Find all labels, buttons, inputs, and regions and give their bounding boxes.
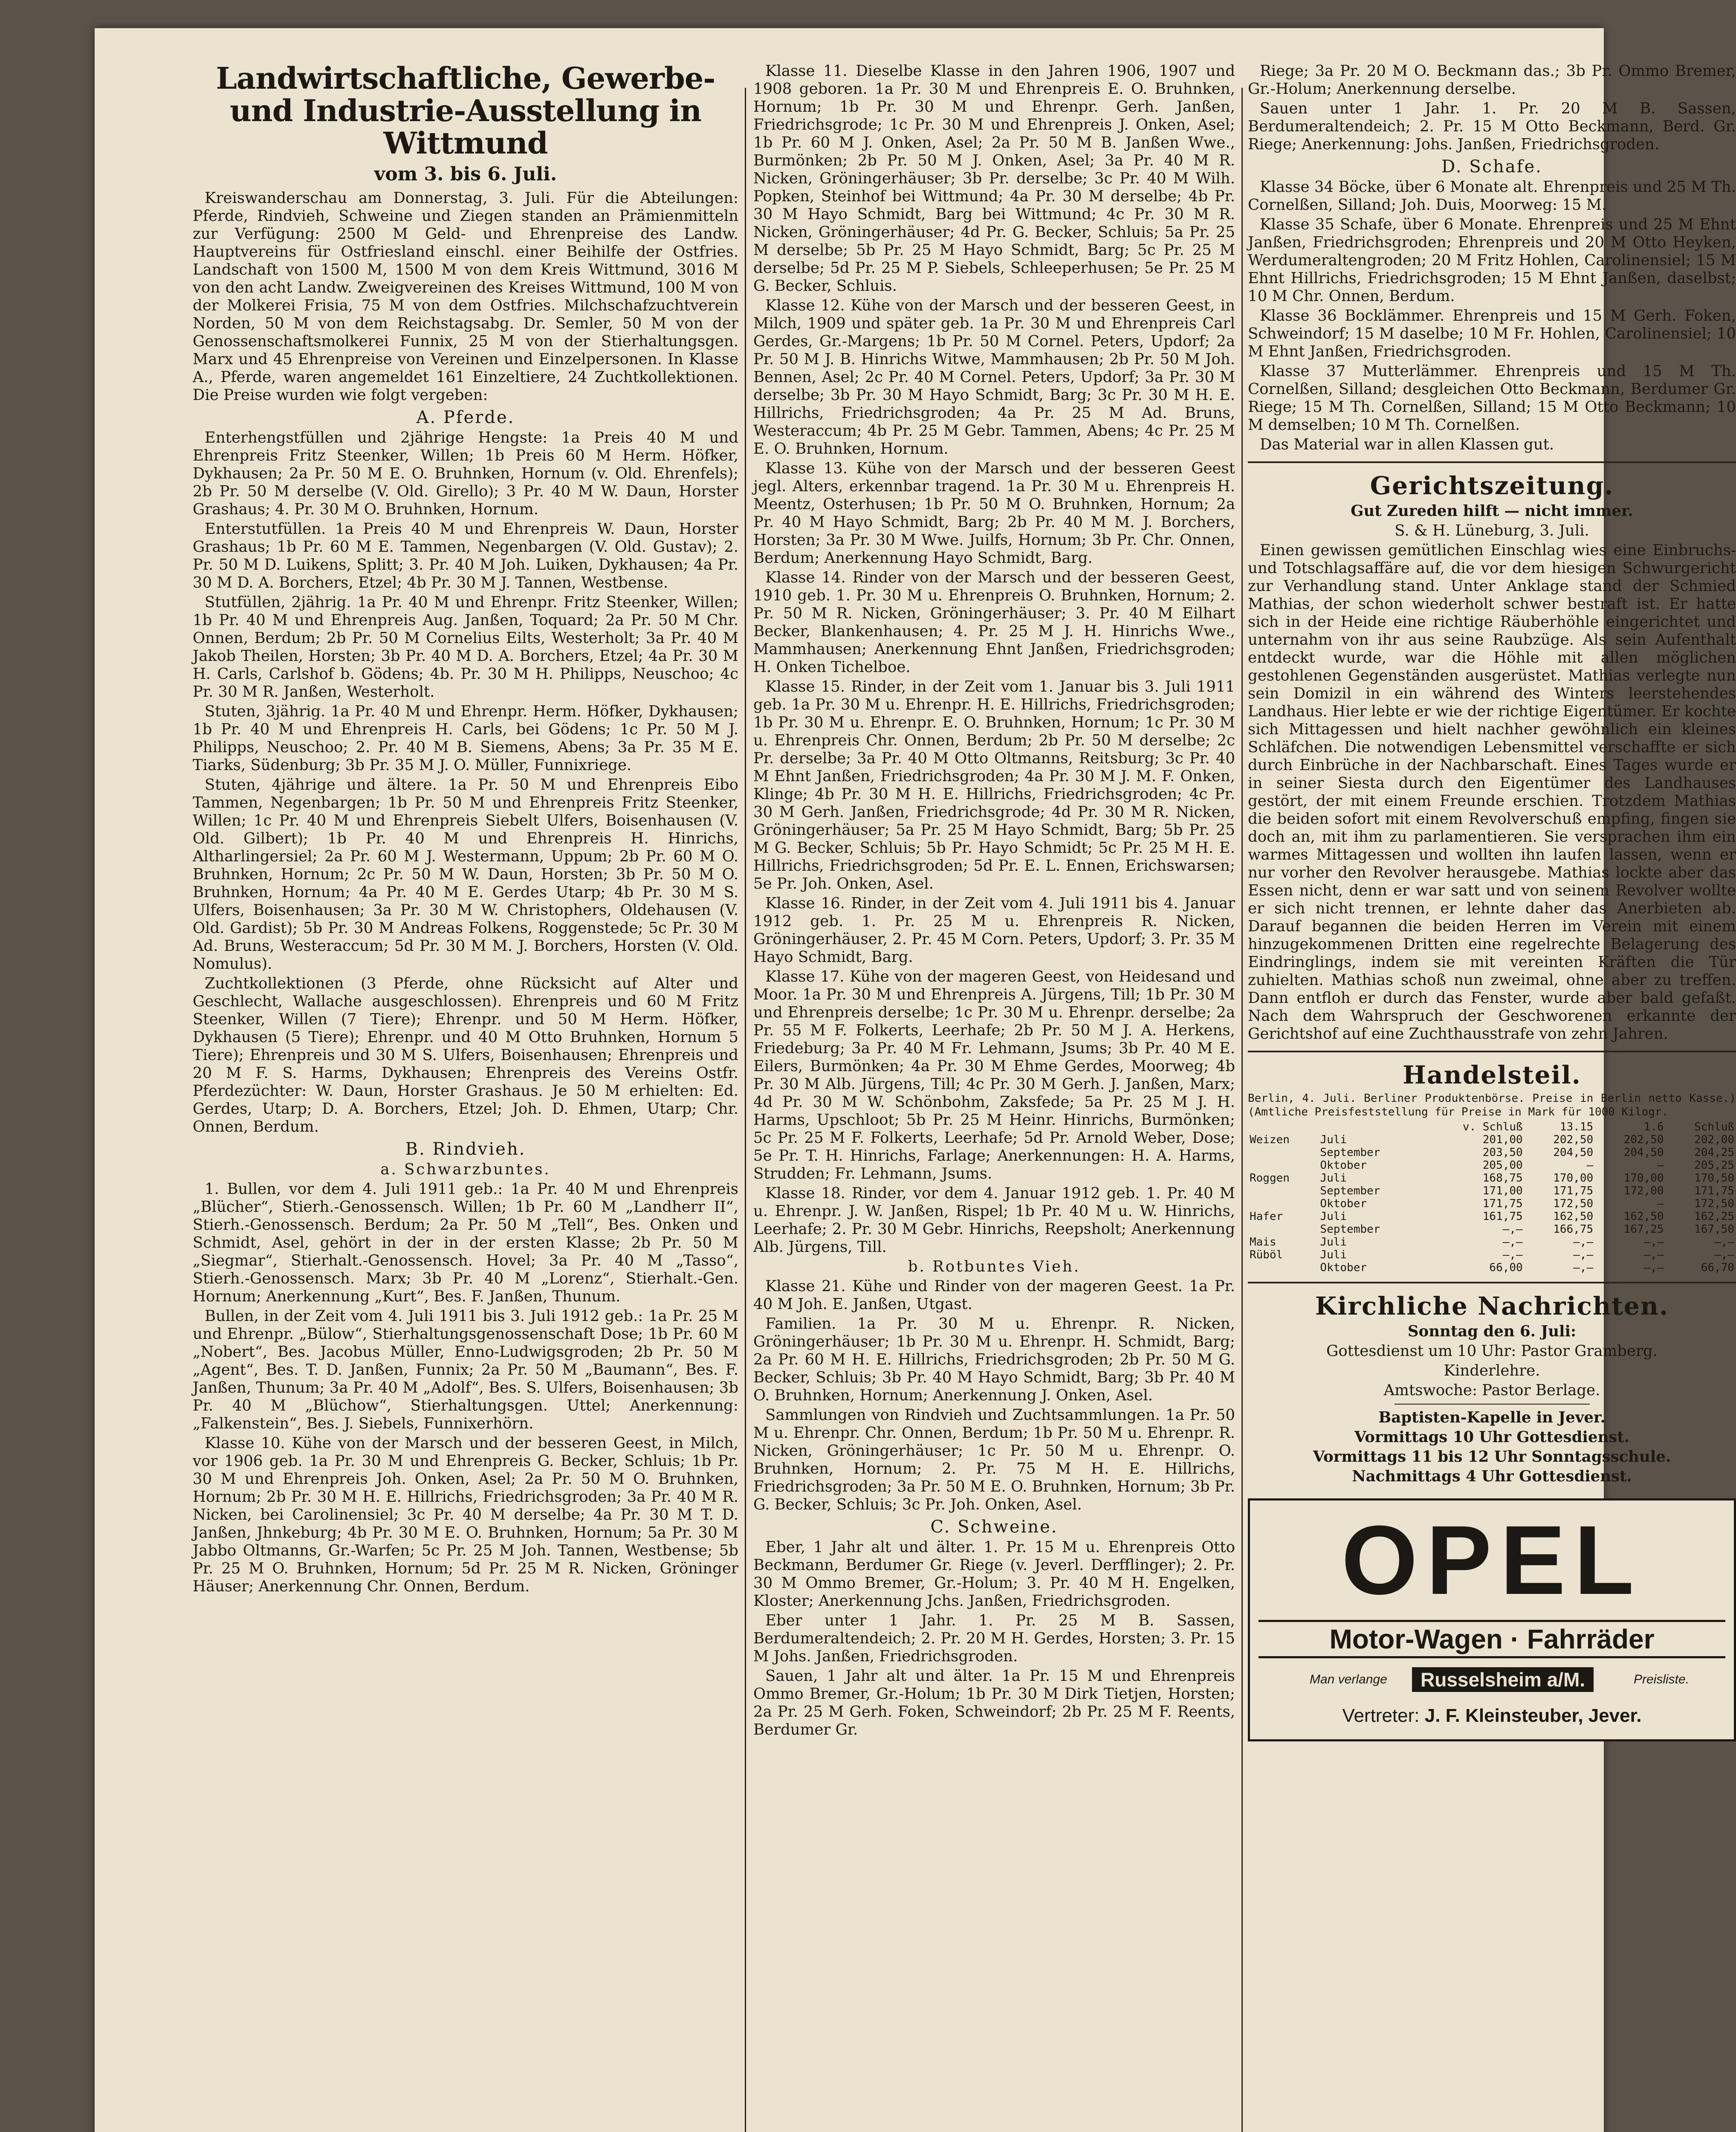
table-header-cell: 1.6	[1643, 1121, 1664, 1133]
delivery-month-cell: Oktober	[1320, 1159, 1367, 1172]
article-paragraph: Klasse 21. Kühe und Rinder von der mageren Geest. 1a Pr. 40 M Joh. E. Janßen, Utgast.	[753, 1277, 1235, 1313]
price-cell: 161,75	[1482, 1210, 1523, 1223]
article-paragraph: Riege; 3a Pr. 20 M O. Beckmann das.; 3b Pr. Ommo Bremer, Gr.-Holum; Anerkennung derselbe.	[1248, 62, 1736, 98]
table-row	[1248, 1223, 1736, 1236]
church-line: Gottesdienst um 10 Uhr: Pastor Gramberg.	[1326, 1342, 1658, 1360]
ad-request: Man verlange	[1310, 1672, 1387, 1686]
delivery-month-cell: September	[1320, 1146, 1380, 1159]
newspaper-page	[95, 28, 1736, 2132]
price-cell: 204,50	[1623, 1146, 1664, 1159]
article-paragraph: Klasse 35 Schafe, über 6 Monate. Ehrenpreis und 25 M Ehnt Janßen, Friedrichsgroden; Ehrenpreis und 20 M Otto Heyken, Werdumeraltengroden; 20 M Fritz Hohlen, Carolinensiel; 15 M Ehnt Hillrichs, Friedrichsgroden; 15 M Ehnt Janßen, daselbst; 10 M Chr. Onnen, Berdum.	[1248, 216, 1736, 305]
price-cell: 205,00	[1482, 1159, 1523, 1172]
article-paragraph: Eber, 1 Jahr alt und älter. 1. Pr. 15 M u. Ehrenpreis Otto Beckmann, Berdumer Gr. Riege (v. Jeverl. Derfflinger); 2. Pr. 30 M Ommo Bremer, Gr.-Holum; 3. Pr. 40 M H. Engelken, Kloster; Anerkennung Jchs. Janßen, Friedrichsgroden.	[753, 1538, 1235, 1610]
price-cell: 172,50	[1694, 1197, 1734, 1210]
exhibition-dates: vom 3. bis 6. Juli.	[374, 163, 557, 185]
column-1	[193, 62, 738, 2132]
price-cell: 66,00	[1489, 1261, 1523, 1274]
article-paragraph: Stuten, 4jährige und ältere. 1a Pr. 50 M und Ehrenpreis Eibo Tammen, Negenbargen; 1b Pr. 50 M und Ehrenpreis Fritz Steenker, Willen; 1c Pr. 40 M und Ehrenpreis Siebelt Ulfers, Boisenhausen (V. Old. Gilbert); 1b Pr. 40 M und Ehrenpreis H. Hinrichs, Altharlingersiel; 2a Pr. 60 M J. Westermann, Uppum; 2b Pr. 60 M O. Bruhnken, Hornum; 2c Pr. 50 M W. Daun, Horsten; 3b Pr. 50 M O. Bruhnken, Hornum; 4a Pr. 40 M E. Gerdes Utarp; 4b Pr. 30 M S. Ulfers, Boisenhausen; 3a Pr. 30 M W. Christophers, Oldehausen (V. Old. Gardist); 5b Pr. 30 M Andreas Folkens, Roggenstede; 5c Pr. 30 M Ad. Bruns, Westeraccum; 5d Pr. 30 M M. J. Borchers, Horsten (V. Old. Nomulus).	[193, 776, 738, 973]
ad-representative	[1259, 1701, 1725, 1731]
delivery-month-cell: Oktober	[1320, 1261, 1367, 1274]
commodity-cell: Roggen	[1250, 1172, 1290, 1185]
price-cell: —,—	[1573, 1261, 1594, 1274]
section-heading: C. Schweine.	[930, 1517, 1058, 1537]
church-line: Vormittags 10 Uhr Gottesdienst.	[1354, 1428, 1630, 1446]
market-intro-right: (Amtliche Preisfeststellung für Preise in Mark für 1000 Kilogr.	[1248, 1106, 1669, 1118]
ad-rep-name: J. F. Kleinsteuber, Jever.	[1424, 1705, 1642, 1726]
price-cell: 171,75	[1694, 1185, 1734, 1197]
delivery-month-cell: Oktober	[1320, 1197, 1367, 1210]
column-3	[1248, 62, 1736, 2132]
table-header-cell: 13.15	[1560, 1121, 1594, 1133]
ad-price-list: Preisliste.	[1634, 1672, 1690, 1686]
article-paragraph: Eber unter 1 Jahr. 1. Pr. 25 M B. Sassen, Berdumeraltendeich; 2. Pr. 20 M H. Gerdes, Horsten; 3. Pr. 15 M Johs. Janßen, Friedrichsgroden.	[753, 1612, 1235, 1665]
table-row	[1248, 1146, 1736, 1159]
price-cell: —	[1657, 1159, 1664, 1172]
price-cell: 171,00	[1482, 1185, 1523, 1197]
article-paragraph: Zuchtkollektionen (3 Pferde, ohne Rücksicht auf Alter und Geschlecht, Wallache ausgeschlossen). Ehrenpreis und 60 M Fritz Steenker, Willen (7 Tiere); Ehrenpr. und 50 M Herm. Höfker, Dykhausen (5 Tiere); Ehrenpr. und 40 M Otto Bruhnken, Hornum 5 Tiere); Ehrenpreis und 30 M S. Ulfers, Boisenhausen; Ehrenpreis und 20 M F. S. Harms, Dykhausen; Ehrenpreis des Vereins Ostfr. Pferdezüchter: W. Daun, Horster Grashaus. Je 50 M erhielten: Ed. Gerdes, Utarp; D. A. Borchers, Etzel; Joh. D. Ehmen, Utarp; Chr. Onnen, Berdum.	[193, 975, 738, 1136]
ad-request-row	[1259, 1665, 1725, 1695]
price-cell: —,—	[1714, 1236, 1734, 1248]
church-line: Nachmittags 4 Uhr Gottesdienst.	[1352, 1468, 1632, 1485]
price-cell: —,—	[1573, 1248, 1594, 1261]
church-line: Amtswoche: Pastor Berlage.	[1383, 1382, 1600, 1399]
section-heading: B. Rindvieh.	[405, 1139, 526, 1159]
article-paragraph: Klasse 11. Dieselbe Klasse in den Jahren 1906, 1907 und 1908 geboren. 1a Pr. 30 M und Ehrenpreis E. O. Bruhnken, Hornum; 1b Pr. 30 M und Ehrenpr. Gerh. Janßen, Friedrichsgrode; 1c Pr. 30 M und Ehrenpreis J. Onken, Asel; 1b Pr. 60 M J. Onken, Asel; 2a Pr. 50 M B. Janßen Wwe., Burmönken; 2b Pr. 50 M J. Onken, Asel; 3a Pr. 40 M R. Nicken, Gröningerhäuser; 3b Pr. derselbe; 3c Pr. 40 M Wilh. Popken, Steinhof bei Wittmund; 4a Pr. 30 M derselbe; 4b Pr. 30 M Hayo Schmidt, Barg bei Wittmund; 4c Pr. 30 M R. Nicken, Gröningerhäuser; 4d Pr. G. Becker, Schluis; 5a Pr. 25 M derselbe; 5b Pr. 25 M Hayo Schmidt, Barg; 5c Pr. 25 M derselbe; 5d Pr. 25 M P. Siebels, Schleeperhusen; 5e Pr. 25 M G. Becker, Schluis.	[753, 62, 1235, 295]
price-cell: —	[1657, 1197, 1664, 1210]
column-rule	[745, 88, 746, 2132]
article-paragraph: Klasse 36 Bocklämmer. Ehrenpreis und 15 M Gerh. Foken, Schweindorf; 15 M daselbe; 10 M Fr. Hohlen, Carolinensiel; 10 M Ehnt Janßen, Friedrichsgroden.	[1248, 307, 1736, 360]
article-paragraph: Das Material war in allen Klassen gut.	[1260, 436, 1554, 453]
commodity-cell: Hafer	[1250, 1210, 1283, 1223]
article-paragraph: Klasse 16. Rinder, in der Zeit vom 4. Juli 1911 bis 4. Januar 1912 geb. 1. Pr. 25 M u. Ehrenpreis R. Nicken, Gröningerhäuser, 2. Pr. 45 M Corn. Peters, Updorf; 3. Pr. 35 M Hayo Schmidt, Barg.	[753, 895, 1235, 966]
ad-product-line: Motor-Wagen · Fahrräder	[1259, 1620, 1725, 1658]
article-paragraph: Sammlungen von Rindvieh und Zuchtsammlungen. 1a Pr. 50 M u. Ehrenpr. Chr. Onnen, Berdum; 1b Pr. 50 M u. Ehrenpr. R. Nicken, Gröningerhäuser; 1c Pr. 50 M u. Ehrenpr. O. Bruhnken, Hornum; 2. Pr. 75 M H. E. Hillrichs, Friedrichsgroden; 3a Pr. 50 M E. O. Bruhnken, Hornum; 3b Pr. G. Becker, Schluis; 3c Pr. Joh. Onken, Asel.	[753, 1406, 1235, 1513]
section-divider	[1248, 1282, 1736, 1283]
market-intro	[1248, 1092, 1736, 1119]
commodity-cell	[1248, 1146, 1318, 1159]
price-cell: —,—	[1714, 1248, 1734, 1261]
commodity-cell	[1248, 1197, 1318, 1210]
ad-location-box: Russelsheim a/M.	[1412, 1667, 1594, 1692]
commodity-cell: Mais	[1250, 1236, 1276, 1248]
column-rule	[1241, 88, 1243, 2132]
price-cell: —,—	[1643, 1236, 1664, 1248]
church-line: Baptisten-Kapelle in Jever.	[1378, 1409, 1606, 1426]
price-cell: 205,25	[1694, 1159, 1734, 1172]
article-paragraph: 1. Bullen, vor dem 4. Juli 1911 geb.: 1a Pr. 40 M und Ehrenpreis „Blücher“, Stierh.-Genossensch. Willen; 1b Pr. 60 M „Landherr II“, Stierh.-Genossensch. Berdum; 2a Pr. 50 M „Tell“, Bes. Onken und Schmidt, Asel, gehört in der in der ersten Klasse; 2b Pr. 50 M „Siegmar“, Stierhalt.-Genossensch. Hovel; 3a Pr. 40 M „Tasso“, Stierh.-Genossensch. Marx; 3b Pr. 40 M „Lorenz“, Stierhalt.-Gen. Hornum; Anerkennung „Kurt“, Bes. F. Janßen, Thunum.	[193, 1180, 738, 1305]
price-cell: 168,75	[1482, 1172, 1523, 1185]
price-cell: 202,50	[1553, 1133, 1594, 1146]
delivery-month-cell: Juli	[1320, 1133, 1347, 1146]
table-row	[1248, 1197, 1736, 1210]
price-cell: 203,50	[1482, 1146, 1523, 1159]
price-cell: 170,00	[1623, 1172, 1664, 1185]
subsection-heading: a. Schwarzbuntes.	[380, 1161, 551, 1178]
table-row	[1248, 1185, 1736, 1197]
delivery-month-cell: Juli	[1320, 1172, 1347, 1185]
price-cell: 204,25	[1694, 1146, 1734, 1159]
commodity-cell: Weizen	[1250, 1133, 1290, 1146]
price-cell: 172,50	[1553, 1197, 1594, 1210]
article-paragraph: Klasse 18. Rinder, vor dem 4. Januar 1912 geb. 1. Pr. 40 M u. Ehrenpr. J. W. Janßen, Rispel; 1b Pr. 40 M u. W. Hinrichs, Leerhafe; 2. Pr. 30 M Gebr. Hinrichs, Reepsholt; Anerkennung Alb. Jürgens, Till.	[753, 1185, 1235, 1256]
price-cell: 171,75	[1553, 1185, 1594, 1197]
column-2	[753, 62, 1235, 2132]
article-paragraph: Familien. 1a Pr. 30 M u. Ehrenpr. R. Nicken, Gröningerhäuser; 1b Pr. 30 M u. Ehrenpr. H. Schmidt, Barg; 2a Pr. 60 M H. E. Hillrichs, Friedrichsgroden; 2b Pr. 50 M G. Becker, Schluis; 3b Pr. 40 M Hayo Schmidt, Barg; 3b Pr. 40 M O. Bruhnken, Hornum; Anerkennung J. Onken, Asel.	[753, 1315, 1235, 1404]
price-cell: 172,00	[1623, 1185, 1664, 1197]
table-row	[1248, 1248, 1736, 1261]
opel-brand: OPEL	[1341, 1505, 1643, 1615]
article-paragraph: Stuten, 3jährig. 1a Pr. 40 M und Ehrenpr. Herm. Höfker, Dykhausen; 1b Pr. 40 M und Ehrenpreis H. Carls, bei Gödens; 1c Pr. 50 M J. Philipps, Neuschoo; 2. Pr. 40 M B. Siemens, Abens; 3a Pr. 35 M E. Tiarks, Südenburg; 3b Pr. 35 M J. O. Müller, Funnixriege.	[193, 703, 738, 774]
price-cell: 162,25	[1694, 1210, 1734, 1223]
price-cell: —,—	[1502, 1223, 1523, 1236]
table-row	[1248, 1133, 1736, 1146]
section-heading: A. Pferde.	[416, 408, 515, 427]
commodity-cell	[1248, 1159, 1318, 1172]
price-cell: —,—	[1643, 1248, 1664, 1261]
court-section-title: Gerichtszeitung.	[1370, 471, 1614, 500]
article-paragraph: Bullen, in der Zeit vom 4. Juli 1911 bis 3. Juli 1912 geb.: 1a Pr. 25 M und Ehrenpr. „Bülow“, Stierhaltungsgenossenschaft Dose; 1b Pr. 60 M „Nobert“, Bes. Jacobus Müller, Enno-Ludwigsgroden; 2b Pr. 50 M „Agent“, Bes. T. D. Janßen, Funnix; 2a Pr. 50 M „Baumann“, Bes. F. Janßen, Thunum; 3a Pr. 40 M „Adolf“, Bes. S. Ulfers, Boisenhausen; 3b Pr. 40 M „Blüchow“, Stierhaltungsgen. Uttel; Anerkennung: „Falkenstein“, Bes. J. Siebels, Funnixerhörn.	[193, 1307, 738, 1432]
price-cell: 162,50	[1623, 1210, 1664, 1223]
church-line: Sonntag den 6. Juli:	[1407, 1323, 1577, 1340]
price-cell: 201,00	[1482, 1133, 1523, 1146]
price-cell: 202,50	[1623, 1133, 1664, 1146]
commodity-cell	[1248, 1185, 1318, 1197]
price-cell: 162,50	[1553, 1210, 1594, 1223]
price-cell: 204,50	[1553, 1146, 1594, 1159]
table-row	[1248, 1172, 1736, 1185]
market-price-table	[1248, 1121, 1736, 1274]
section-divider	[1248, 461, 1736, 463]
price-cell: 170,00	[1553, 1172, 1594, 1185]
price-cell: 170,50	[1694, 1172, 1734, 1185]
article-paragraph: Klasse 12. Kühe von der Marsch und der besseren Geest, in Milch, 1909 und später geb. 1a Pr. 30 M und Ehrenpreis Carl Gerdes, Gr.-Margens; 1b Pr. 50 M Cornel. Peters, Updorf; 2a Pr. 50 M J. B. Hinrichs Witwe, Mammhausen; 2b Pr. 50 M Joh. Bennen, Asel; 2c Pr. 40 M Cornel. Peters, Updorf; 3a Pr. 30 M derselbe; 3b Pr. 30 M Hayo Schmidt, Barg; 3c Pr. 30 M H. E. Hillrichs, Friedrichsgroden; 4a Pr. 25 M Ad. Bruns, Westeraccum; 4b Pr. 25 M Gebr. Tammen, Abens; 4c Pr. 25 M E. O. Bruhnken, Hornum.	[753, 297, 1235, 458]
delivery-month-cell: Juli	[1320, 1248, 1347, 1261]
subsection-heading: b. Rotbuntes Vieh.	[908, 1258, 1081, 1275]
court-dateline: S. & H. Lüneburg, 3. Juli.	[1395, 522, 1589, 539]
price-cell: —	[1586, 1159, 1594, 1172]
short-divider	[1395, 1404, 1590, 1405]
church-line: Vormittags 11 bis 12 Uhr Sonntagsschule.	[1313, 1448, 1671, 1466]
article-paragraph: Klasse 34 Böcke, über 6 Monate alt. Ehrenpreis und 25 M Th. Cornelßen, Silland; Joh. Duis, Moorweg: 15 M.	[1248, 178, 1736, 214]
price-cell: 167,25	[1623, 1223, 1664, 1236]
commodity-cell: Rüböl	[1250, 1248, 1283, 1261]
price-cell: 167,50	[1694, 1223, 1734, 1236]
section-heading: D. Schafe.	[1441, 157, 1542, 177]
price-cell: —,—	[1573, 1236, 1594, 1248]
table-header-cell	[1248, 1121, 1318, 1133]
market-section-title: Handelsteil.	[1403, 1060, 1581, 1089]
commodity-cell	[1248, 1223, 1318, 1236]
church-section-title: Kirchliche Nachrichten.	[1315, 1292, 1669, 1321]
article-paragraph: Stutfüllen, 2jährig. 1a Pr. 40 M und Ehrenpr. Fritz Steenker, Willen; 1b Pr. 40 M und Ehrenpreis Aug. Janßen, Toquard; 2a Pr. 50 M Chr. Onnen, Berdum; 2b Pr. 50 M Cornelius Eilts, Westerholt; 3a Pr. 40 M Jakob Theilen, Horsten; 3b Pr. 40 M D. A. Borchers, Etzel; 4a Pr. 30 M H. Carls, Carlshof b. Gödens; 4b. Pr. 30 M H. Philipps, Neuschoo; 4c Pr. 30 M R. Janßen, Westerholt.	[193, 594, 738, 701]
delivery-month-cell: September	[1320, 1223, 1380, 1236]
article-paragraph: Klasse 17. Kühe von der mageren Geest, von Heidesand und Moor. 1a Pr. 30 M und Ehrenpreis A. Jürgens, Till; 1b Pr. 30 M und Ehrenpreis derselbe; 1c Pr. 30 M u. Ehrenpr. derselbe; 2a Pr. 55 M F. Folkerts, Leerhafe; 2b Pr. 50 M J. A. Herkens, Friedeburg; 3a Pr. 40 M Fr. Lehmann, Jsums; 3b Pr. 40 M E. Eilers, Burmönken; 4a Pr. 30 M Ehme Gerdes, Moorweg; 4b Pr. 30 M Alb. Jürgens, Till; 4c Pr. 30 M Gerh. J. Janßen, Marx; 4d Pr. 30 M W. Schönbohm, Zaksfede; 5a Pr. 25 M J. H. Harms, Upschloot; 5b Pr. 25 M Heinr. Hinrichs, Burmönken; 5c Pr. 25 M F. Folkerts, Leerhafe; 5d Pr. Arnold Weber, Dose; 5e Pr. T. H. Hinrichs, Farlage; Anerkennungen: H. A. Harms, Strudden; Fr. Lehmann, Jsums.	[753, 968, 1235, 1182]
delivery-month-cell: Juli	[1320, 1210, 1347, 1223]
delivery-month-cell: September	[1320, 1185, 1380, 1197]
article-paragraph: Enterhengstfüllen und 2jährige Hengste: 1a Preis 40 M und Ehrenpreis Fritz Steenker, Willen; 1b Preis 60 M Herm. Höfker, Dykhausen; 2a Pr. 50 M E. O. Bruhnken, Hornum (v. Old. Ehrenfels); 2b Pr. 50 M derselbe (V. Old. Girello); 3 Pr. 40 M W. Daun, Horster Grashaus; 4. Pr. 30 M O. Bruhnken, Hornum.	[193, 429, 738, 518]
church-line: Kinderlehre.	[1444, 1362, 1540, 1379]
article-paragraph: Sauen, 1 Jahr alt und älter. 1a Pr. 15 M und Ehrenpreis Ommo Bremer, Gr.-Holum; 1b Pr. 30 M Dirk Tietjen, Horsten; 2a Pr. 25 M Gerh. Foken, Schweindorf; 2b Pr. 25 M F. Reents, Berdumer Gr.	[753, 1667, 1235, 1738]
court-article-body: Einen gewissen gemütlichen Einschlag wies eine Einbruchs- und Totschlagsaffäre auf, die vor dem hiesigen Schwurgericht zur Verhandlung stand. Unter Anklage stand der Schmied Mathias, der schon wiederholt schwer bestraft ist. Er hatte sich in der Heide eine richtige Räuberhöhle eingerichtet und unternahm von ihr aus seine Raubzüge. Als sein Aufenthalt entdeckt wurde, war die Höhle mit allen möglichen gestohlenen Gegenständen ausgerüstet. Mathias verlegte nun sein Domizil in ein während des Winters leerstehendes Landhaus. Hier lebte er wie der richtige Eigentümer. Er kochte sich Mittagessen und hielt nachher gewöhnlich ein kleines Schläfchen. Die notwendigen Lebensmittel verschaffte er sich durch Einbrüche in der Nachbarschaft. Eines Tages wurde er in seiner Siesta durch den Eigentümer des Landhauses gestört, der mit einem Freunde erschien. Trotzdem Mathias die beiden sofort mit einem Revolverschuß empfing, fingen sie doch an, mit ihm zu parlamentieren. Sie versprachen ihm ein warmes Mittagessen und wollten ihn laufen lassen, wenn er nur vorher den Revolver herausgebe. Mathias lockte aber das Essen nicht, denn er war satt und von seinem Revolver wollte er sich nicht trennen, er lehnte daher das Anerbieten ab. Darauf begannen die beiden Herren im Verein mit einem hinzugekommenen Dritten eine regelrechte Belagerung des Eindringlings, indem sie mit vereinten Kräften die Tür zuhielten. Mathias schoß nun zweimal, ohne aber zu treffen. Dann entfloh er durch das Fenster, wurde aber bald gefaßt. Nach dem Wahrspruch der Geschworenen erkannte der Gerichtshof auf eine Zuchthausstrafe von zehn Jahren.	[1248, 542, 1736, 1043]
opel-advertisement	[1248, 1498, 1736, 1741]
price-cell: 66,70	[1701, 1261, 1734, 1274]
table-header-row	[1248, 1121, 1736, 1133]
price-cell: —,—	[1502, 1236, 1523, 1248]
article-paragraph: Sauen unter 1 Jahr. 1. Pr. 20 M B. Sassen, Berdumeraltendeich; 2. Pr. 15 M Otto Beckmann, Berd. Gr. Riege; Anerkennung: Johs. Janßen, Friedrichsgroden.	[1248, 100, 1736, 153]
table-row	[1248, 1261, 1736, 1274]
court-article-subtitle: Gut Zureden hilft — nicht immer.	[1351, 502, 1633, 520]
delivery-month-cell: Juli	[1320, 1236, 1347, 1248]
table-row	[1248, 1210, 1736, 1223]
article-paragraph: Klasse 13. Kühe von der Marsch und der besseren Geest jegl. Alters, erkennbar tragend. 1a Pr. 30 M u. Ehrenpreis H. Meentz, Osterhusen; 1b Pr. 50 M O. Bruhnken, Hornum; 2a Pr. 40 M Hayo Schmidt, Barg; 2b Pr. 40 M M. J. Borchers, Horsten; 3a Pr. 30 M Wwe. Juilfs, Hornum; 3b Pr. Chr. Onnen, Berdum; Anerkennung Hayo Schmidt, Barg.	[753, 460, 1235, 567]
price-cell: 202,00	[1694, 1133, 1734, 1146]
article-paragraph: Klasse 37 Mutterlämmer. Ehrenpreis und 15 M Th. Cornelßen, Silland; desgleichen Otto Beckmann, Berdumer Gr. Riege; 15 M Th. Cornelßen, Silland; 15 M Otto Beckmann; 10 M demselben; 10 M Th. Cornelßen.	[1248, 362, 1736, 434]
price-cell: 166,75	[1553, 1223, 1594, 1236]
price-cell: —,—	[1643, 1261, 1664, 1274]
table-header-cell	[1318, 1121, 1421, 1133]
article-paragraph: Kreiswanderschau am Donnerstag, 3. Juli. Für die Abteilungen: Pferde, Rindvieh, Schweine und Ziegen standen an Prämienmitteln zur Verfügung: 2500 M Geld- und Ehrenpreise des Landw. Hauptvereins für Ostfriesland einschl. einer Beihilfe der Ostfries. Landschaft von 1500 M, 1500 M von dem Kreis Wittmund, 3016 M von den acht Landw. Zweigvereinen des Kreises Wittmund, 100 M von der Molkerei Frisia, 75 M von dem Ostfries. Milchschafzuchtverein Norden, 50 M von dem Reichstagsabg. Dr. Semler, 50 M von der Genossenschaftsmolkerei Funnix, 25 M von der Stierhaltungsgen. Marx und 45 Ehrenpreise von Vereinen und Einzelpersonen. In Klasse A., Pferde, waren angemeldet 161 Einzeltiere, 24 Zuchtkollektionen. Die Preise wurden wie folgt vergeben:	[193, 189, 738, 404]
article-paragraph: Klasse 14. Rinder von der Marsch und der besseren Geest, 1910 geb. 1. Pr. 30 M u. Ehrenpreis O. Bruhnken, Hornum; 2. Pr. 50 M R. Nicken, Gröningerhäuser; 3. Pr. 40 M Eilhart Becker, Blankenhausen; 4. Pr. 25 M J. H. Hinrichs Wwe., Mammhausen; Anerkennung Ehnt Janßen, Friedrichsgroden; H. Onken Tichelboe.	[753, 569, 1235, 676]
table-header-cell: v. Schluß	[1462, 1121, 1523, 1133]
market-intro-left: Berlin, 4. Juli. Berliner Produktenbörse. Preise in Berlin netto Kasse.)	[1248, 1092, 1736, 1105]
table-row	[1248, 1236, 1736, 1248]
table-row	[1248, 1159, 1736, 1172]
commodity-cell	[1248, 1261, 1318, 1274]
exhibition-headline: Landwirtschaftliche, Gewerbe- und Industrie-Ausstellung in Wittmund	[216, 61, 715, 161]
price-cell: —,—	[1502, 1248, 1523, 1261]
ad-rep-label: Vertreter:	[1342, 1705, 1420, 1726]
price-cell: 171,75	[1482, 1197, 1523, 1210]
article-paragraph: Klasse 10. Kühe von der Marsch und der besseren Geest, in Milch, vor 1906 geb. 1a Pr. 30 M und Ehrenpreis G. Becker, Schluis; 1b Pr. 30 M und Ehrenpreis Joh. Onken, Asel; 2a Pr. 50 M O. Bruhnken, Hornum; 2b Pr. 30 M H. E. Hillrichs, Friedrichsgroden; 3a Pr. 40 M R. Nicken, bei Carolinensiel; 3c Pr. 40 M derselbe; 4a Pr. 30 M T. D. Janßen, Jhnkeburg; 4b Pr. 30 M E. O. Bruhnken, Hornum; 5a Pr. 30 M Jabbo Oltmanns, Gr.-Warfen; 5c Pr. 25 M Joh. Tannen, Westbense; 5b Pr. 25 M O. Bruhnken, Hornum; 5d Pr. 25 M R. Nicken, Gröninger Häuser; Anerkennung Chr. Onnen, Berdum.	[193, 1434, 738, 1595]
article-paragraph: Enterstutfüllen. 1a Preis 40 M und Ehrenpreis W. Daun, Horster Grashaus; 1b Pr. 60 M E. Tammen, Negenbargen (V. Old. Gustav); 2. Pr. 50 M D. Luikens, Splitt; 3. Pr. 40 M Joh. Luiken, Dykhausen; 4a Pr. 30 M D. A. Borchers, Etzel; 4b Pr. 30 M J. Tannen, Westbense.	[193, 520, 738, 591]
table-header-cell: Schluß	[1694, 1121, 1734, 1133]
section-divider	[1248, 1051, 1736, 1052]
article-paragraph: Klasse 15. Rinder, in der Zeit vom 1. Januar bis 3. Juli 1911 geb. 1a Pr. 30 M u. Ehrenpr. H. E. Hillrichs, Friedrichsgroden; 1b Pr. 30 M u. Ehrenpr. E. O. Bruhnken, Hornum; 1c Pr. 30 M u. Ehrenpreis Chr. Onnen, Berdum; 2b Pr. 50 M derselbe; 2c Pr. derselbe; 3a Pr. 40 M Otto Oltmanns, Reitsburg; 3c Pr. 40 M Ehnt Janßen, Friedrichsgroden; 4a Pr. 30 M J. M. F. Onken, Klinge; 4b Pr. 30 M H. E. Hillrichs, Friedrichsgroden; 4c Pr. 30 M Gerh. Janßen, Friedrichsgrode; 4d Pr. 30 M R. Nicken, Gröningerhäuser; 5a Pr. 25 M Hayo Schmidt, Barg; 5b Pr. 25 M G. Becker, Schluis; 5b Pr. Hayo Schmidt; 5c Pr. 25 M H. E. Hillrichs, Friedrichsgroden; 5d Pr. E. L. Ennen, Erichswarsen; 5e Pr. Joh. Onken, Asel.	[753, 678, 1235, 892]
